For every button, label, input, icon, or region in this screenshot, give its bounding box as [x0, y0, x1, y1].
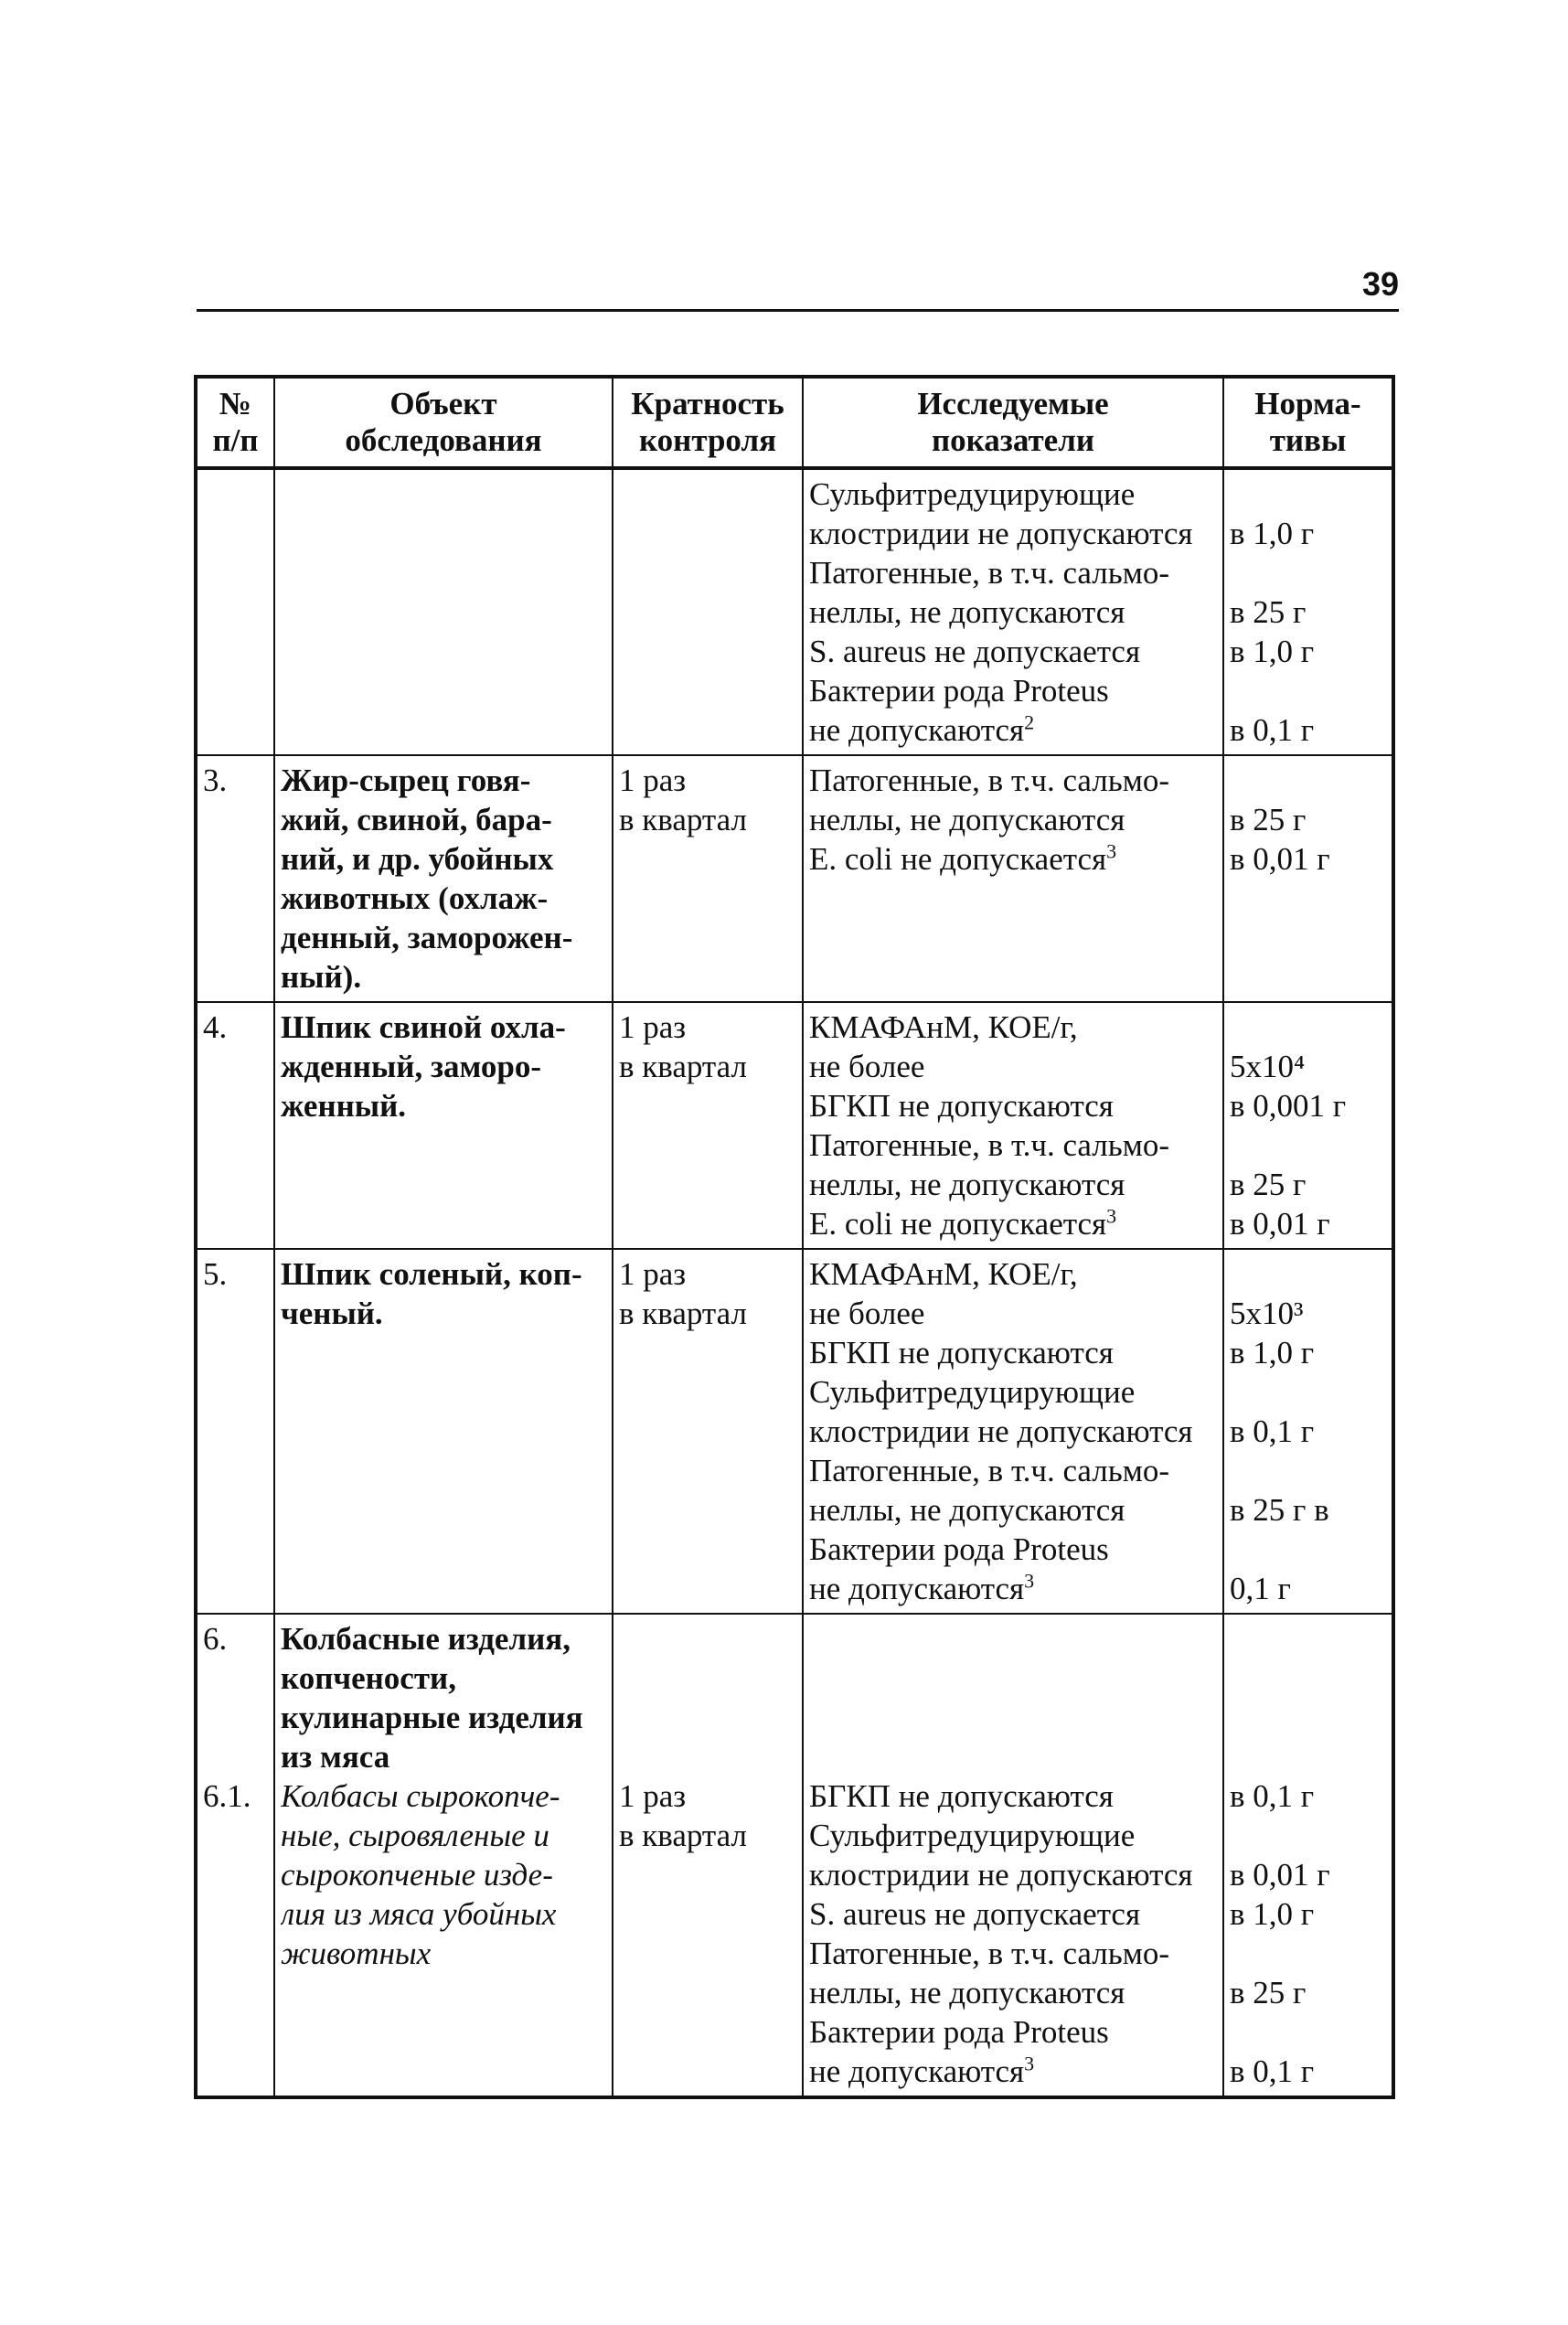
norm-line: [1230, 2012, 1386, 2052]
norm-line: в 25 г в: [1230, 1492, 1329, 1528]
indicator-line: не более: [809, 1049, 925, 1084]
indicators-cell: [803, 1249, 1223, 1614]
indicator-line: Патогенные, в т.ч. сальмо-: [809, 763, 1170, 798]
row-number-line: 5.: [203, 1256, 228, 1292]
indicator-line: не допускаются$^3$: [809, 1569, 1035, 1606]
norm-line: в 0,01 г: [1230, 1206, 1330, 1242]
norms-cell: [1223, 468, 1393, 755]
object-line: кулинарные изделия: [281, 1700, 583, 1735]
norm-line: в 0,1 г: [1230, 2053, 1315, 2089]
header-num-line: №: [219, 386, 252, 421]
row-number: [196, 1002, 274, 1249]
indicator-line: КМАФАнМ, КОЕ/г,: [809, 1009, 1078, 1045]
indicator-line: [809, 1698, 1217, 1737]
row-number-line: 6.: [203, 1621, 228, 1657]
indicator-line: Сульфитредуцирующие: [809, 1374, 1136, 1410]
norm-line: в 1,0 г: [1230, 1335, 1315, 1370]
frequency-cell: [613, 468, 803, 755]
norm-line: [1230, 1737, 1386, 1776]
norm-line: в 0,1 г: [1230, 1778, 1315, 1814]
indicators-cell: [803, 1614, 1223, 2097]
indicator-line: Сульфитредуцирующие: [809, 476, 1136, 512]
indicator-line: клостридии не допускаются: [809, 516, 1193, 551]
indicator-line: Патогенные, в т.ч. сальмо-: [809, 1453, 1170, 1488]
object-cell: [274, 468, 613, 755]
norm-line: [1230, 1530, 1386, 1569]
frequency-line: [619, 1737, 796, 1776]
indicator-line: КМАФАнМ, КОЕ/г,: [809, 1256, 1078, 1292]
norms-table: [194, 375, 1395, 2099]
norm-line: в 25 г: [1230, 1975, 1307, 2010]
norm-line: [1230, 1619, 1386, 1658]
frequency-line: [619, 1658, 796, 1698]
norm-line: [1230, 1816, 1386, 1855]
header-num: [196, 377, 274, 468]
row-number: [196, 468, 274, 755]
frequency-line: [619, 1698, 796, 1737]
indicator-line: не допускаются$^3$: [809, 2052, 1035, 2089]
object-line: животных (охлаж-: [281, 880, 549, 916]
norm-line: в 0,01 г: [1230, 1857, 1330, 1893]
header-object-line: Объект: [389, 386, 497, 421]
object-line: ний, и др. убойных: [281, 841, 554, 877]
indicator-line: Бактерии рода Proteus: [809, 1531, 1109, 1567]
indicator-line: неллы, не допускаются: [809, 1167, 1125, 1202]
indicator-line: БГКП не допускаются: [809, 1778, 1114, 1814]
object-cell: [274, 1002, 613, 1249]
footnote-marker: 2: [1024, 710, 1035, 734]
indicator-line: неллы, не допускаются: [809, 802, 1125, 837]
frequency-line: 1 раз: [619, 1009, 687, 1045]
indicator-line: клостридии не допускаются: [809, 1413, 1193, 1449]
indicator-line: E. coli не допускается$^3$: [809, 1204, 1117, 1242]
frequency-line: 1 раз: [619, 763, 687, 798]
page-number: 39: [1361, 265, 1399, 303]
norm-line: [1230, 1254, 1386, 1294]
indicator-line: S. aureus не допускается: [809, 634, 1141, 669]
frequency-line: в квартал: [619, 1296, 747, 1331]
header-object-line: обследования: [345, 422, 542, 458]
header-frequency: [613, 377, 803, 468]
norm-line: в 25 г: [1230, 594, 1307, 630]
table-row: [196, 1249, 1393, 1614]
norm-line: в 0,001 г: [1230, 1088, 1347, 1124]
object-sub-line: сырокопченые изде-: [281, 1857, 553, 1893]
indicator-line: Патогенные, в т.ч. сальмо-: [809, 1127, 1170, 1163]
object-line: ченый.: [281, 1296, 383, 1331]
frequency-line: 1 раз: [619, 1256, 687, 1292]
object-line: Шпик свиной охла-: [281, 1009, 566, 1045]
indicator-line: Бактерии рода Proteus: [809, 673, 1109, 709]
footnote-marker: 3: [1024, 1569, 1035, 1593]
row-number: [196, 1249, 274, 1614]
norm-line: [1230, 475, 1386, 514]
row-number-line: 6.1.: [203, 1778, 251, 1814]
frequency-line: [619, 1619, 796, 1658]
header-norms: [1223, 377, 1393, 468]
norm-line: в 1,0 г: [1230, 1896, 1315, 1932]
row-number-line: [203, 1698, 268, 1737]
object-line: копчености,: [281, 1660, 456, 1696]
norm-line: [1230, 1451, 1386, 1490]
row-number: [196, 755, 274, 1002]
object-sub-line: лия из мяса убойных: [281, 1896, 557, 1932]
indicator-line: E. coli не допускается$^3$: [809, 839, 1117, 877]
frequency-line: в квартал: [619, 1049, 747, 1084]
indicator-line: Сульфитредуцирующие: [809, 1818, 1136, 1853]
indicator-line: не более: [809, 1296, 925, 1331]
object-sub-line: животных: [281, 1936, 432, 1971]
indicator-line: неллы, не допускаются: [809, 1492, 1125, 1528]
indicator-line: Патогенные, в т.ч. сальмо-: [809, 555, 1170, 591]
table-row: [196, 1614, 1393, 2097]
indicator-line: [809, 1658, 1217, 1698]
indicator-line: неллы, не допускаются: [809, 594, 1125, 630]
row-number-line: [203, 1658, 268, 1698]
norms-cell: [1223, 755, 1393, 1002]
table-row: [196, 468, 1393, 755]
frequency-cell: [613, 1614, 803, 2097]
norms-cell: [1223, 1249, 1393, 1614]
norm-line: в 25 г: [1230, 802, 1307, 837]
indicators-cell: [803, 1002, 1223, 1249]
indicator-line: [809, 1619, 1217, 1658]
frequency-cell: [613, 1002, 803, 1249]
object-cell: [274, 1249, 613, 1614]
norm-line: в 1,0 г: [1230, 634, 1315, 669]
indicator-line: не допускаются$^2$: [809, 710, 1035, 748]
header-rule: [197, 309, 1399, 312]
indicator-line: Патогенные, в т.ч. сальмо-: [809, 1936, 1170, 1971]
indicator-line: S. aureus не допускается: [809, 1896, 1141, 1932]
row-number: [196, 1614, 274, 2097]
object-sub-line: ные, сыровяленые и: [281, 1818, 549, 1853]
norm-line: [1230, 1008, 1386, 1047]
norm-line: в 0,01 г: [1230, 841, 1330, 877]
object-line: жий, свиной, бара-: [281, 802, 552, 837]
footnote-marker: 3: [1106, 839, 1117, 863]
header-indicators-line: показатели: [932, 422, 1094, 458]
header-frequency-line: Кратность: [631, 386, 784, 421]
indicator-line: [809, 1737, 1217, 1776]
norm-line: [1230, 761, 1386, 800]
object-line: Шпик соленый, коп-: [281, 1256, 582, 1292]
norm-line: [1230, 671, 1386, 710]
indicator-line: БГКП не допускаются: [809, 1335, 1114, 1370]
object-cell: [274, 755, 613, 1002]
row-number-line: 4.: [203, 1009, 228, 1045]
object-line: Колбасные изделия,: [281, 1621, 571, 1657]
object-line: женный.: [281, 1088, 407, 1124]
norm-line: в 25 г: [1230, 1167, 1307, 1202]
header-norms-line: тивы: [1269, 422, 1347, 458]
object-line: жденный, заморо-: [281, 1049, 542, 1084]
norm-line: 5x10³: [1230, 1296, 1304, 1331]
object-line: ный).: [281, 959, 362, 995]
header-num-line: п/п: [212, 422, 259, 458]
norm-line: 5x10⁴: [1230, 1049, 1306, 1084]
table-body: [196, 468, 1393, 2097]
header-indicators: [803, 377, 1223, 468]
indicator-line: Бактерии рода Proteus: [809, 2014, 1109, 2050]
norm-line: [1230, 1125, 1386, 1165]
row-number-line: 3.: [203, 763, 228, 798]
frequency-line: 1 раз: [619, 1778, 687, 1814]
indicator-line: неллы, не допускаются: [809, 1975, 1125, 2010]
header-frequency-line: контроля: [638, 422, 777, 458]
footnote-marker: 3: [1106, 1204, 1117, 1228]
row-number-line: [203, 475, 268, 514]
norm-line: в 1,0 г: [1230, 516, 1315, 551]
footnote-marker: 3: [1024, 2052, 1035, 2075]
norm-line: [1230, 553, 1386, 592]
indicators-cell: [803, 468, 1223, 755]
norm-line: в 0,1 г: [1230, 712, 1315, 748]
header-indicators-line: Исследуемые: [917, 386, 1109, 421]
frequency-line: в квартал: [619, 1818, 747, 1853]
object-line: из мяса: [281, 1739, 390, 1775]
indicator-line: БГКП не допускаются: [809, 1088, 1114, 1124]
norms-cell: [1223, 1614, 1393, 2097]
object-sub-line: Колбасы сырокопче-: [281, 1778, 560, 1814]
table-row: [196, 1002, 1393, 1249]
norm-line: [1230, 1372, 1386, 1412]
norm-line: в 0,1 г: [1230, 1413, 1315, 1449]
norm-line: [1230, 1658, 1386, 1698]
object-cell: [274, 1614, 613, 2097]
table-header-row: [196, 377, 1393, 468]
frequency-cell: [613, 1249, 803, 1614]
norm-line: 0,1 г: [1230, 1571, 1291, 1606]
frequency-line: в квартал: [619, 802, 747, 837]
norms-cell: [1223, 1002, 1393, 1249]
indicator-line: клостридии не допускаются: [809, 1857, 1193, 1893]
object-line: Жир-сырец говя-: [281, 763, 531, 798]
indicators-cell: [803, 755, 1223, 1002]
norm-line: [1230, 1934, 1386, 1973]
norm-line: [1230, 1698, 1386, 1737]
row-number-line: [203, 1737, 268, 1776]
table-row: [196, 755, 1393, 1002]
object-line: денный, заморожен-: [281, 920, 573, 955]
header-object: [274, 377, 613, 468]
header-norms-line: Норма-: [1254, 386, 1361, 421]
frequency-cell: [613, 755, 803, 1002]
